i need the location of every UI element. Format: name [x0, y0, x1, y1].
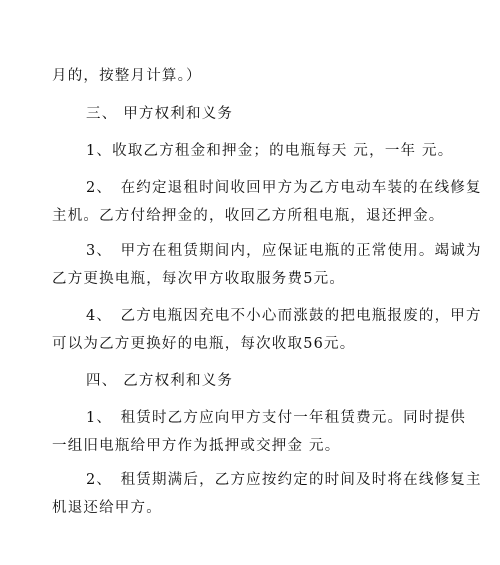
text-line	[0, 305, 500, 327]
line-text: 机退还给甲方。	[52, 500, 162, 516]
section-heading-text: 四、 乙方权利和义务	[86, 373, 234, 389]
line-text: 4、 乙方电瓶因充电不小心而涨鼓的把电瓶报废的，甲方	[86, 308, 482, 324]
text-line	[0, 435, 500, 457]
text-line	[0, 205, 500, 227]
text-line	[0, 469, 500, 491]
line-text: 可以为乙方更换好的电瓶，每次收取56元。	[52, 336, 356, 352]
line-text: 乙方更换电瓶，每次甲方收取服务费5元。	[52, 271, 346, 287]
text-line	[0, 407, 500, 429]
text-line	[0, 240, 500, 262]
section-heading	[0, 103, 500, 125]
line-text: 1、 租赁时乙方应向甲方支付一年租赁费元。同时提供	[86, 410, 466, 426]
section-heading	[0, 370, 500, 392]
line-text: 月的，按整月计算。）	[52, 68, 202, 84]
text-line	[0, 65, 500, 87]
text-line	[0, 497, 500, 519]
text-line	[0, 333, 500, 355]
line-text: 3、 甲方在租赁期间内，应保证电瓶的正常使用。竭诚为	[86, 243, 482, 259]
text-line	[0, 140, 500, 162]
line-text: 一组旧电瓶给甲方作为抵押或交押金 元。	[52, 438, 341, 454]
line-text: 2、 在约定退租时间收回甲方为乙方电动车装的在线修复	[86, 180, 482, 196]
section-heading-text: 三、 甲方权利和义务	[86, 106, 234, 122]
line-text: 1、收取乙方租金和押金；的电瓶每天 元，一年 元。	[86, 143, 454, 159]
line-text: 主机。乙方付给押金的，收回乙方所租电瓶，退还押金。	[52, 208, 445, 224]
line-text: 2、 租赁期满后，乙方应按约定的时间及时将在线修复主	[86, 472, 482, 488]
text-line	[0, 268, 500, 290]
text-line	[0, 177, 500, 199]
